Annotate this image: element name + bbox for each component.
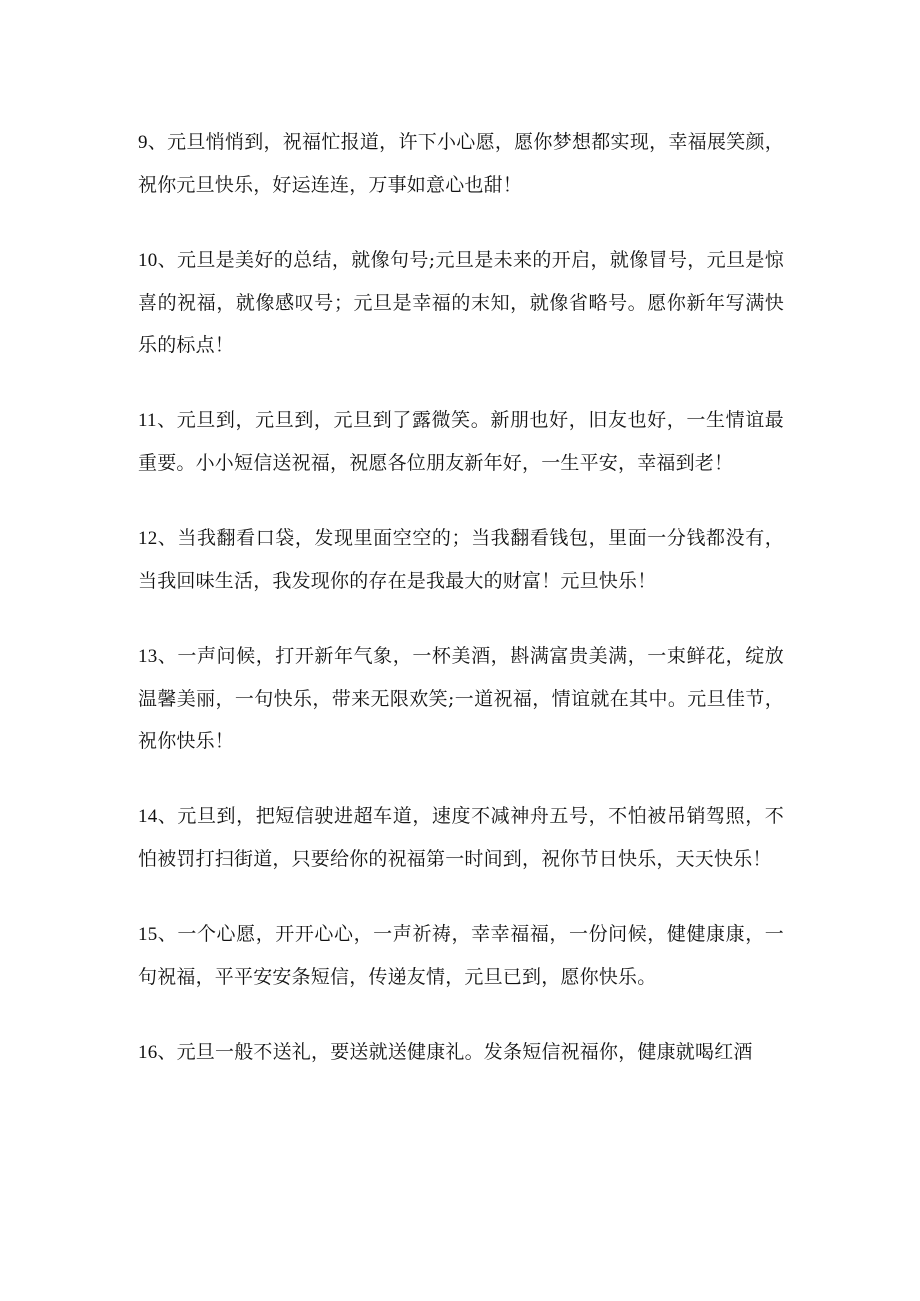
paragraph-number: 15 (138, 924, 158, 945)
paragraph-number: 10 (138, 250, 158, 271)
paragraph-text: 、当我翻看口袋，发现里面空空的；当我翻看钱包，里面一分钱都没有，当我回味生活，我发现你的存在是我最大的财富！元旦快乐！ (138, 527, 784, 592)
paragraph-10 (138, 239, 784, 366)
paragraph-14 (138, 795, 784, 880)
paragraph-15 (138, 913, 784, 998)
paragraph-text: 、一个心愿，开开心心，一声祈祷，幸幸福福，一份问候，健健康康，一句祝福，平平安安条短信，传递友情，元旦已到，愿你快乐。 (138, 923, 784, 988)
paragraph-number: 16 (138, 1042, 158, 1063)
paragraph-number: 9 (138, 132, 148, 153)
document-body (138, 121, 784, 1107)
paragraph-12 (138, 517, 784, 602)
paragraph-number: 11 (138, 410, 157, 431)
paragraph-number: 13 (138, 646, 158, 667)
paragraph-text: 、元旦到，元旦到，元旦到了露微笑。新朋也好，旧友也好，一生情谊最重要。小小短信送祝福，祝愿各位朋友新年好，一生平安，幸福到老！ (138, 409, 784, 474)
paragraph-9 (138, 121, 784, 206)
paragraph-13 (138, 635, 784, 762)
paragraph-16 (138, 1031, 784, 1074)
paragraph-number: 14 (138, 806, 158, 827)
paragraph-text: 、元旦一般不送礼，要送就送健康礼。发条短信祝福你，健康就喝红酒 (157, 1041, 753, 1063)
paragraph-text: 、元旦悄悄到，祝福忙报道，许下小心愿，愿你梦想都实现，幸福展笑颜，祝你元旦快乐，好运连连，万事如意心也甜！ (138, 131, 784, 196)
paragraph-number: 12 (138, 528, 158, 549)
paragraph-text: 、一声问候，打开新年气象，一杯美酒，斟满富贵美满，一束鲜花，绽放温馨美丽，一句快乐，带来无限欢笑;一道祝福，情谊就在其中。元旦佳节，祝你快乐！ (138, 645, 784, 752)
paragraph-11 (138, 399, 784, 484)
paragraph-text: 、元旦是美好的总结，就像句号;元旦是未来的开启，就像冒号，元旦是惊喜的祝福，就像感叹号；元旦是幸福的末知，就像省略号。愿你新年写满快乐的标点！ (138, 249, 784, 356)
paragraph-text: 、元旦到，把短信驶进超车道，速度不减神舟五号，不怕被吊销驾照，不怕被罚打扫街道，只要给你的祝福第一时间到，祝你节日快乐，天天快乐！ (138, 805, 784, 870)
